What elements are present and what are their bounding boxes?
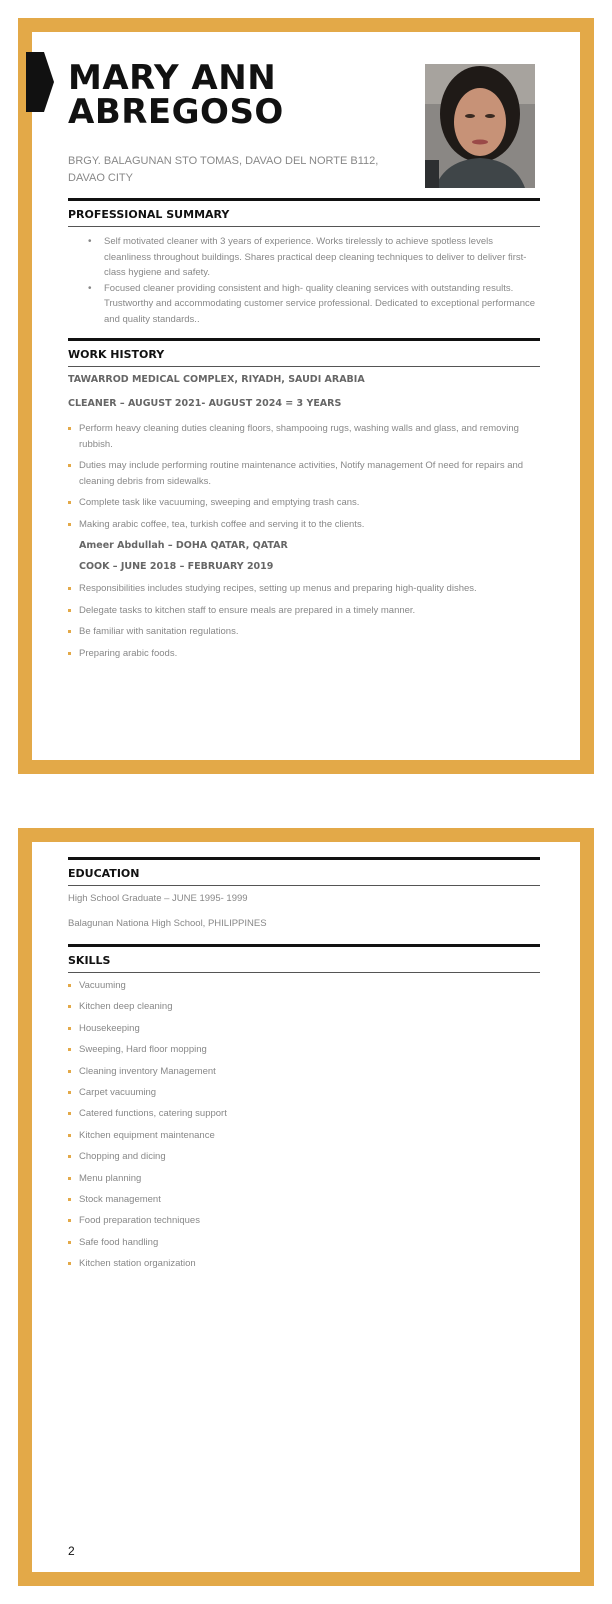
skill-item <box>68 1149 540 1165</box>
skill-text: Kitchen station organization <box>79 1258 196 1270</box>
bullet-marker <box>68 1005 71 1008</box>
skill-text: Kitchen equipment maintenance <box>79 1129 215 1141</box>
work-history-title: WORK HISTORY <box>68 348 165 361</box>
job-2-duties <box>68 581 540 661</box>
duty-item <box>68 458 540 489</box>
bullet-marker <box>68 1219 71 1222</box>
summary-title: PROFESSIONAL SUMMARY <box>68 208 230 221</box>
duty-item <box>68 421 540 452</box>
skill-item <box>68 1042 540 1058</box>
bullet-marker <box>68 1091 71 1094</box>
duty-text: Complete task like vacuuming, sweeping and emptying trash cans. <box>79 497 360 508</box>
skill-item <box>68 1085 540 1101</box>
skill-item <box>68 1128 540 1144</box>
page-2-content <box>32 842 580 1572</box>
skill-text: Catered functions, catering support <box>79 1108 227 1120</box>
bullet-marker <box>68 1198 71 1201</box>
job-1-duties <box>68 421 540 532</box>
bullet-marker <box>68 1070 71 1073</box>
skill-text: Sweeping, Hard floor mopping <box>79 1044 207 1056</box>
duty-text: Making arabic coffee, tea, turkish coffee and serving it to the clients. <box>79 518 365 530</box>
skill-text: Food preparation techniques <box>79 1215 200 1227</box>
skills-list <box>68 978 540 1277</box>
header-accent-tab <box>26 52 54 112</box>
bullet-marker <box>68 523 71 526</box>
bullet-marker <box>68 1048 71 1051</box>
job-1-employer: TAWARROD MEDICAL COMPLEX, RIYADH, SAUDI ARABIA <box>68 374 365 385</box>
skill-text: Menu planning <box>79 1172 142 1184</box>
education-title: EDUCATION <box>68 867 140 880</box>
job-2-employer: Ameer Abdullah – DOHA QATAR, QATAR <box>79 540 288 551</box>
duty-item <box>68 495 540 511</box>
bullet-marker <box>68 587 71 590</box>
bullet-marker <box>68 1262 71 1265</box>
resume-page-1 <box>18 18 594 774</box>
skill-text: Housekeeping <box>79 1022 140 1034</box>
skill-item <box>68 1021 540 1037</box>
bullet-marker <box>68 501 71 504</box>
skill-item <box>68 1256 540 1272</box>
duty-item <box>68 603 540 619</box>
bullet-marker <box>68 1112 71 1115</box>
duty-item <box>68 624 540 640</box>
skill-text: Carpet vacuuming <box>79 1086 157 1098</box>
skills-heading <box>68 944 540 973</box>
summary-item-text: Focused cleaner providing consistent and high- quality cleaning services with outstanding results. Trustworthy and accommodating customer service professional. Dedicated to exceptional performance and quality standards.. <box>104 282 536 325</box>
bullet-marker <box>68 1027 71 1030</box>
duty-text: Preparing arabic foods. <box>79 647 178 659</box>
address-line-2: DAVAO CITY <box>68 172 133 184</box>
skill-text: Stock management <box>79 1193 161 1205</box>
address-line-1: BRGY. BALAGUNAN STO TOMAS, DAVAO DEL NORTE B112, <box>68 155 379 167</box>
summary-heading <box>68 198 540 227</box>
bullet-marker <box>68 984 71 987</box>
candidate-name <box>68 58 284 132</box>
resume-page-2 <box>18 828 594 1586</box>
bullet-marker <box>68 609 71 612</box>
work-history-heading <box>68 338 540 367</box>
duty-text: Perform heavy cleaning duties cleaning floors, shampooing rugs, washing walls and glass, and removing rubbish. <box>79 423 519 450</box>
skill-item <box>68 1171 540 1187</box>
duty-item <box>68 517 540 533</box>
skills-title: SKILLS <box>68 954 111 967</box>
page-1-content <box>32 32 580 760</box>
skill-item <box>68 1064 540 1080</box>
bullet-marker <box>68 1241 71 1244</box>
skill-item <box>68 1106 540 1122</box>
skill-text: Safe food handling <box>79 1236 159 1248</box>
duty-text: Duties may include performing routine maintenance activities, Notify management Of need for repairs and cleaning debris from sidewalks. <box>79 460 524 487</box>
bullet-marker <box>68 1177 71 1180</box>
education-school: Balagunan Nationa High School, PHILIPPINES <box>68 918 267 929</box>
summary-list <box>68 234 540 327</box>
skill-item <box>68 1213 540 1229</box>
summary-item-text: Self motivated cleaner with 3 years of experience. Works tirelessly to achieve spotless levels cleanliness throughout buildings. Shares practical deep cleaning techniques to deliver to deliver first-class hygiene and safety. <box>104 236 527 278</box>
bullet-marker <box>68 1155 71 1158</box>
address <box>68 153 388 187</box>
education-degree: High School Graduate – JUNE 1995- 1999 <box>68 893 248 904</box>
bullet-marker <box>68 427 71 430</box>
page-number: 2 <box>68 1544 75 1558</box>
skill-text: Kitchen deep cleaning <box>79 1001 173 1013</box>
duty-text: Delegate tasks to kitchen staff to ensure meals are prepared in a timely manner. <box>79 604 416 616</box>
bullet-marker <box>68 630 71 633</box>
duty-item <box>68 646 540 662</box>
skill-item <box>68 999 540 1015</box>
profile-photo <box>425 64 535 188</box>
summary-item <box>68 234 540 281</box>
duty-text: Responsibilities includes studying recipes, setting up menus and preparing high-quality dishes. <box>79 583 477 594</box>
bullet-marker <box>68 464 71 467</box>
skill-text: Chopping and dicing <box>79 1151 166 1163</box>
skill-text: Vacuuming <box>79 980 126 991</box>
job-2-role: COOK – JUNE 2018 – FEBRUARY 2019 <box>79 561 274 572</box>
duty-item <box>68 581 540 597</box>
name-line-1: MARY ANN <box>68 58 277 98</box>
name-line-2: ABREGOSO <box>68 92 284 132</box>
skill-item <box>68 1235 540 1251</box>
skill-text: Cleaning inventory Management <box>79 1065 216 1077</box>
bullet-marker <box>68 652 71 655</box>
bullet-marker <box>68 1134 71 1137</box>
job-1-role: CLEANER – AUGUST 2021- AUGUST 2024 = 3 YEARS <box>68 398 342 409</box>
education-heading <box>68 857 540 886</box>
skill-item <box>68 978 540 994</box>
skill-item <box>68 1192 540 1208</box>
duty-text: Be familiar with sanitation regulations. <box>79 626 239 637</box>
summary-item <box>68 281 540 328</box>
